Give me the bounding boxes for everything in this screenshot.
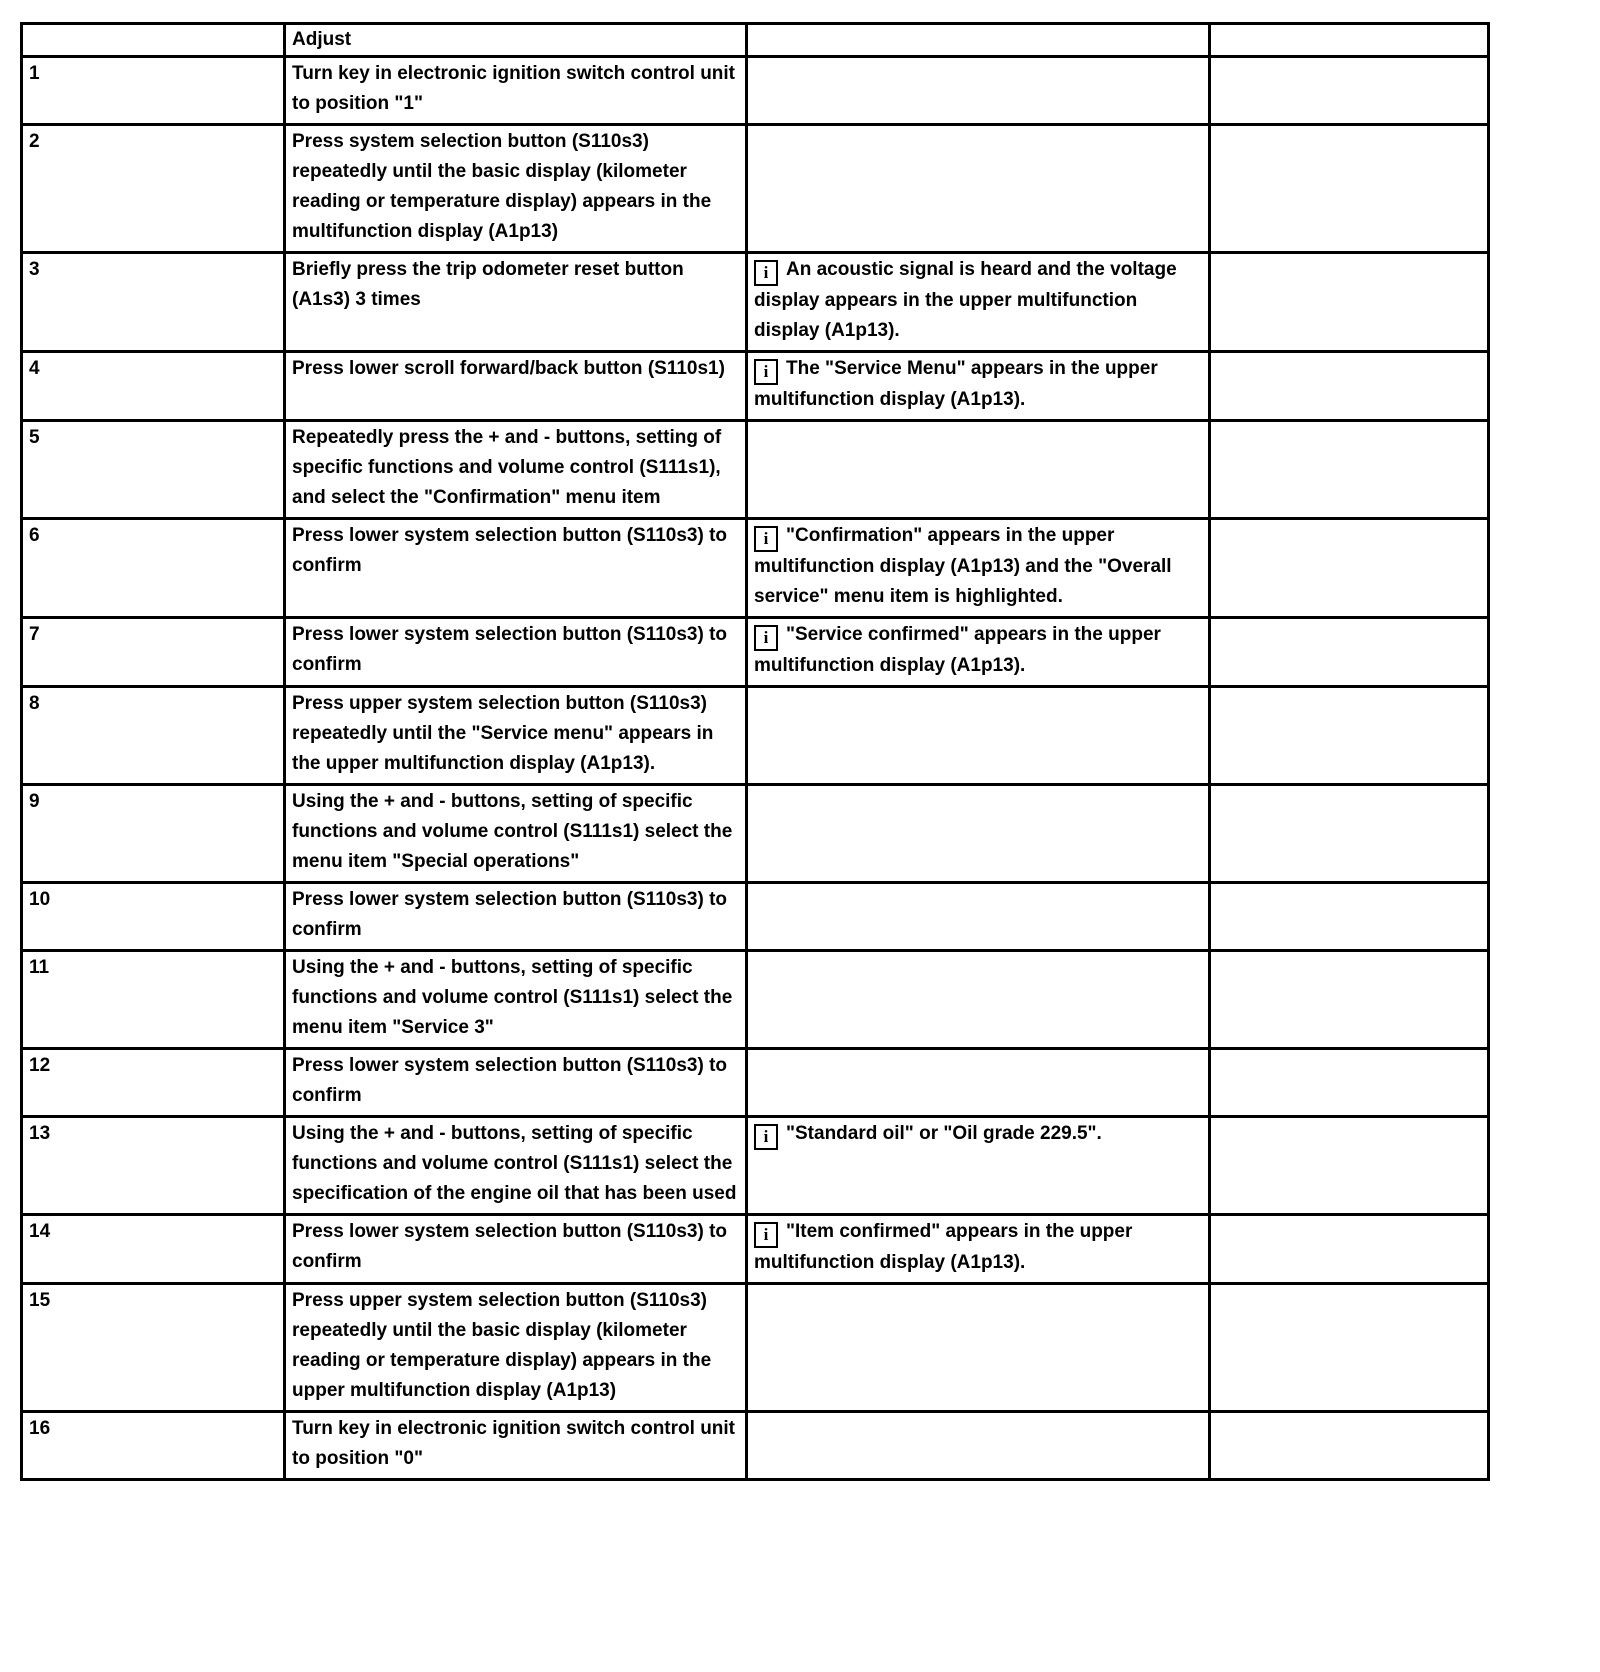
step-instruction: Press upper system selection button (S110s3) repeatedly until the "Service menu" appears in the upper multifunction display (A1p13). xyxy=(285,687,747,785)
table-row xyxy=(22,352,1489,421)
step-instruction: Using the + and - buttons, setting of specific functions and volume control (S111s1) select the specification of the engine oil that has been used xyxy=(285,1117,747,1215)
table-row xyxy=(22,951,1489,1049)
header-cell-adjust: Adjust xyxy=(285,24,747,57)
step-note xyxy=(747,1049,1210,1117)
step-note xyxy=(747,519,1210,618)
step-number: 16 xyxy=(22,1412,285,1480)
header-cell-empty-1 xyxy=(22,24,285,57)
note-text: "Service confirmed" appears in the upper multifunction display (A1p13). xyxy=(754,624,1161,676)
table-row xyxy=(22,1284,1489,1412)
step-number: 8 xyxy=(22,687,285,785)
step-extra xyxy=(1210,1284,1489,1412)
step-instruction: Press lower scroll forward/back button (S110s1) xyxy=(285,352,747,421)
step-instruction: Press system selection button (S110s3) repeatedly until the basic display (kilometer reading or temperature display) appears in the multifunction display (A1p13) xyxy=(285,125,747,253)
step-extra xyxy=(1210,1215,1489,1284)
note-text: "Confirmation" appears in the upper multifunction display (A1p13) and the "Overall service" menu item is highlighted. xyxy=(754,525,1172,607)
header-cell-empty-3 xyxy=(1210,24,1489,57)
step-extra xyxy=(1210,253,1489,352)
step-extra xyxy=(1210,57,1489,125)
table-row xyxy=(22,883,1489,951)
header-cell-empty-2 xyxy=(747,24,1210,57)
table-row xyxy=(22,421,1489,519)
step-instruction: Briefly press the trip odometer reset button (A1s3) 3 times xyxy=(285,253,747,352)
table-row xyxy=(22,519,1489,618)
step-number: 13 xyxy=(22,1117,285,1215)
step-number: 6 xyxy=(22,519,285,618)
step-note xyxy=(747,1284,1210,1412)
note-text: "Item confirmed" appears in the upper multifunction display (A1p13). xyxy=(754,1221,1133,1273)
step-note xyxy=(747,125,1210,253)
info-icon: i xyxy=(754,526,778,552)
step-extra xyxy=(1210,352,1489,421)
table-row xyxy=(22,1412,1489,1480)
note-text: An acoustic signal is heard and the voltage display appears in the upper multifunction display (A1p13). xyxy=(754,259,1177,341)
step-instruction: Using the + and - buttons, setting of specific functions and volume control (S111s1) select the menu item "Service 3" xyxy=(285,951,747,1049)
step-number: 14 xyxy=(22,1215,285,1284)
table-body xyxy=(22,57,1489,1480)
step-number: 10 xyxy=(22,883,285,951)
step-number: 12 xyxy=(22,1049,285,1117)
step-extra xyxy=(1210,883,1489,951)
table-row xyxy=(22,1049,1489,1117)
info-icon: i xyxy=(754,1124,778,1150)
step-number: 3 xyxy=(22,253,285,352)
step-extra xyxy=(1210,421,1489,519)
step-note xyxy=(747,352,1210,421)
note-text: "Standard oil" or "Oil grade 229.5". xyxy=(786,1123,1102,1144)
step-note xyxy=(747,57,1210,125)
step-number: 7 xyxy=(22,618,285,687)
step-note xyxy=(747,687,1210,785)
step-note xyxy=(747,421,1210,519)
step-instruction: Press lower system selection button (S110s3) to confirm xyxy=(285,1215,747,1284)
step-extra xyxy=(1210,1049,1489,1117)
step-extra xyxy=(1210,1117,1489,1215)
step-note xyxy=(747,1412,1210,1480)
info-icon: i xyxy=(754,625,778,651)
step-number: 1 xyxy=(22,57,285,125)
procedure-table xyxy=(20,22,1490,1481)
step-instruction: Using the + and - buttons, setting of specific functions and volume control (S111s1) select the menu item "Special operations" xyxy=(285,785,747,883)
table-row xyxy=(22,1117,1489,1215)
step-instruction: Turn key in electronic ignition switch control unit to position "1" xyxy=(285,57,747,125)
step-number: 15 xyxy=(22,1284,285,1412)
step-extra xyxy=(1210,1412,1489,1480)
table-row xyxy=(22,785,1489,883)
step-note xyxy=(747,785,1210,883)
table-row xyxy=(22,687,1489,785)
step-extra xyxy=(1210,785,1489,883)
table-row xyxy=(22,125,1489,253)
step-extra xyxy=(1210,125,1489,253)
step-number: 5 xyxy=(22,421,285,519)
step-instruction: Press lower system selection button (S110s3) to confirm xyxy=(285,1049,747,1117)
step-note xyxy=(747,1215,1210,1284)
step-instruction: Press upper system selection button (S110s3) repeatedly until the basic display (kilometer reading or temperature display) appears in the upper multifunction display (A1p13) xyxy=(285,1284,747,1412)
step-note xyxy=(747,1117,1210,1215)
step-note xyxy=(747,883,1210,951)
step-instruction: Repeatedly press the + and - buttons, setting of specific functions and volume control (S111s1), and select the "Confirmation" menu item xyxy=(285,421,747,519)
step-extra xyxy=(1210,618,1489,687)
info-icon: i xyxy=(754,359,778,385)
step-note xyxy=(747,618,1210,687)
table-row xyxy=(22,618,1489,687)
step-note xyxy=(747,951,1210,1049)
info-icon: i xyxy=(754,1222,778,1248)
step-instruction: Press lower system selection button (S110s3) to confirm xyxy=(285,618,747,687)
step-number: 4 xyxy=(22,352,285,421)
step-extra xyxy=(1210,519,1489,618)
step-number: 2 xyxy=(22,125,285,253)
step-instruction: Press lower system selection button (S110s3) to confirm xyxy=(285,519,747,618)
step-note xyxy=(747,253,1210,352)
info-icon: i xyxy=(754,260,778,286)
table-row xyxy=(22,253,1489,352)
step-number: 9 xyxy=(22,785,285,883)
step-number: 11 xyxy=(22,951,285,1049)
step-extra xyxy=(1210,687,1489,785)
step-instruction: Press lower system selection button (S110s3) to confirm xyxy=(285,883,747,951)
table-row xyxy=(22,57,1489,125)
step-extra xyxy=(1210,951,1489,1049)
table-row xyxy=(22,1215,1489,1284)
step-instruction: Turn key in electronic ignition switch control unit to position "0" xyxy=(285,1412,747,1480)
header-row xyxy=(22,24,1489,57)
note-text: The "Service Menu" appears in the upper multifunction display (A1p13). xyxy=(754,358,1158,410)
